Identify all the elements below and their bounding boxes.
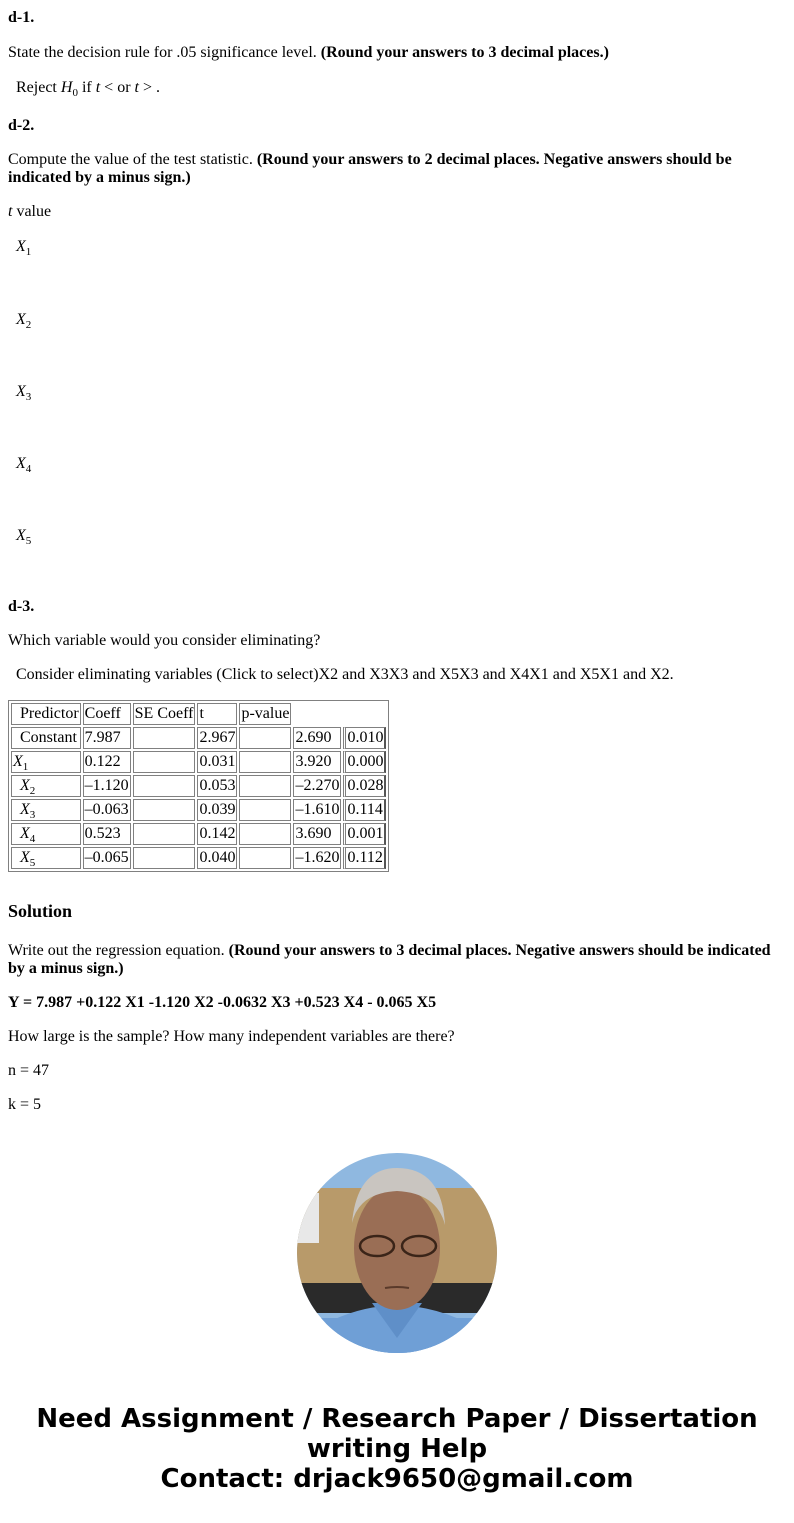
se-coeff-cell: 2.967 <box>197 727 237 749</box>
var-x4: $X_4$ <box>16 455 32 475</box>
author-photo <box>297 1153 497 1353</box>
empty-cell <box>133 751 196 773</box>
empty-cell <box>239 799 291 821</box>
empty-cell <box>239 751 291 773</box>
se-coeff-cell: 0.039 <box>197 799 237 821</box>
coeff-cell: 7.987 <box>83 727 131 749</box>
predictor-cell: $X_4$ <box>11 823 81 845</box>
var-x2: $X_2$ <box>16 311 32 331</box>
var-x1: $X_1$ <box>16 238 32 258</box>
var-x5: $X_5$ <box>16 527 32 547</box>
t-cell: –1.620 <box>293 847 341 869</box>
table-header-row <box>11 703 386 725</box>
regression-table <box>8 700 389 872</box>
sample-question: How large is the sample? How many independent variables are there? <box>8 1028 455 1045</box>
solution-instructions: Write out the regression equation. (Round your answers to 3 decimal places. Negative answers should be indicated by a minus sign.) <box>8 942 771 977</box>
footer-line-3[interactable]: Contact: drjack9650@gmail.com <box>160 1464 634 1494</box>
p-value-cell: 0.028 <box>343 775 386 797</box>
predictor-cell: $X_5$ <box>11 847 81 869</box>
coeff-cell: –1.120 <box>83 775 131 797</box>
num-variables: k = 5 <box>8 1096 42 1113</box>
p-value-cell: 0.000 <box>343 751 386 773</box>
t-cell: 3.920 <box>293 751 341 773</box>
table-row <box>11 775 386 797</box>
t-cell: –2.270 <box>293 775 341 797</box>
empty-cell <box>133 775 196 797</box>
table-row <box>11 823 386 845</box>
table-row <box>11 751 386 773</box>
header-t: t <box>197 703 237 725</box>
t-value-label: t value <box>8 203 52 220</box>
se-coeff-cell: 0.053 <box>197 775 237 797</box>
sample-size: n = 47 <box>8 1062 50 1079</box>
t-cell: –1.610 <box>293 799 341 821</box>
d2-instructions: Compute the value of the test statistic. (Round your answers to 2 decimal places. Negative answers should be indicated by a minus sign.) <box>8 151 732 186</box>
t-cell: 2.690 <box>293 727 341 749</box>
decision-rule: Reject $H_0$ if t < or t > . <box>16 79 161 99</box>
table-row <box>11 727 386 749</box>
regression-equation: Y = 7.987 +0.122 X1 -1.120 X2 -0.0632 X3 +0.523 X4 - 0.065 X5 <box>8 994 437 1011</box>
footer-line-2: writing Help <box>306 1434 488 1464</box>
se-coeff-cell: 0.031 <box>197 751 237 773</box>
p-value-cell: 0.114 <box>343 799 386 821</box>
coeff-cell: –0.065 <box>83 847 131 869</box>
p-value-cell: 0.001 <box>343 823 386 845</box>
d1-heading: d-1. <box>8 9 35 26</box>
predictor-cell: $X_1$ <box>11 751 81 773</box>
table-row <box>11 847 386 869</box>
empty-cell <box>133 823 196 845</box>
predictor-cell: $X_2$ <box>11 775 81 797</box>
d3-question: Which variable would you consider eliminating? <box>8 632 321 649</box>
footer-contact <box>0 1404 794 1494</box>
empty-cell <box>239 727 291 749</box>
empty-cell <box>239 823 291 845</box>
empty-cell <box>239 775 291 797</box>
solution-heading: Solution <box>8 901 73 921</box>
se-coeff-cell: 0.040 <box>197 847 237 869</box>
header-p-value: p-value <box>239 703 291 725</box>
t-cell: 3.690 <box>293 823 341 845</box>
empty-cell <box>133 799 196 821</box>
coeff-cell: –0.063 <box>83 799 131 821</box>
empty-cell <box>239 847 291 869</box>
var-x3: $X_3$ <box>16 383 32 403</box>
se-coeff-cell: 0.142 <box>197 823 237 845</box>
coeff-cell: 0.523 <box>83 823 131 845</box>
d2-heading: d-2. <box>8 117 35 134</box>
empty-cell <box>133 727 196 749</box>
empty-cell <box>133 847 196 869</box>
p-value-cell: 0.112 <box>343 847 386 869</box>
d3-heading: d-3. <box>8 598 35 615</box>
footer-line-1: Need Assignment / Research Paper / Dissertation <box>36 1404 758 1434</box>
predictor-cell: Constant <box>11 727 81 749</box>
header-predictor: Predictor <box>11 703 81 725</box>
table-row <box>11 799 386 821</box>
coeff-cell: 0.122 <box>83 751 131 773</box>
predictor-cell: $X_3$ <box>11 799 81 821</box>
p-value-cell: 0.010 <box>343 727 386 749</box>
header-coeff: Coeff <box>83 703 131 725</box>
eliminate-select[interactable]: Consider eliminating variables (Click to select)X2 and X3X3 and X5X3 and X4X1 and X5X1 and X2. <box>16 666 674 683</box>
header-se-coeff: SE Coeff <box>133 703 196 725</box>
d1-instructions: State the decision rule for .05 significance level. (Round your answers to 3 decimal places.) <box>8 44 609 61</box>
